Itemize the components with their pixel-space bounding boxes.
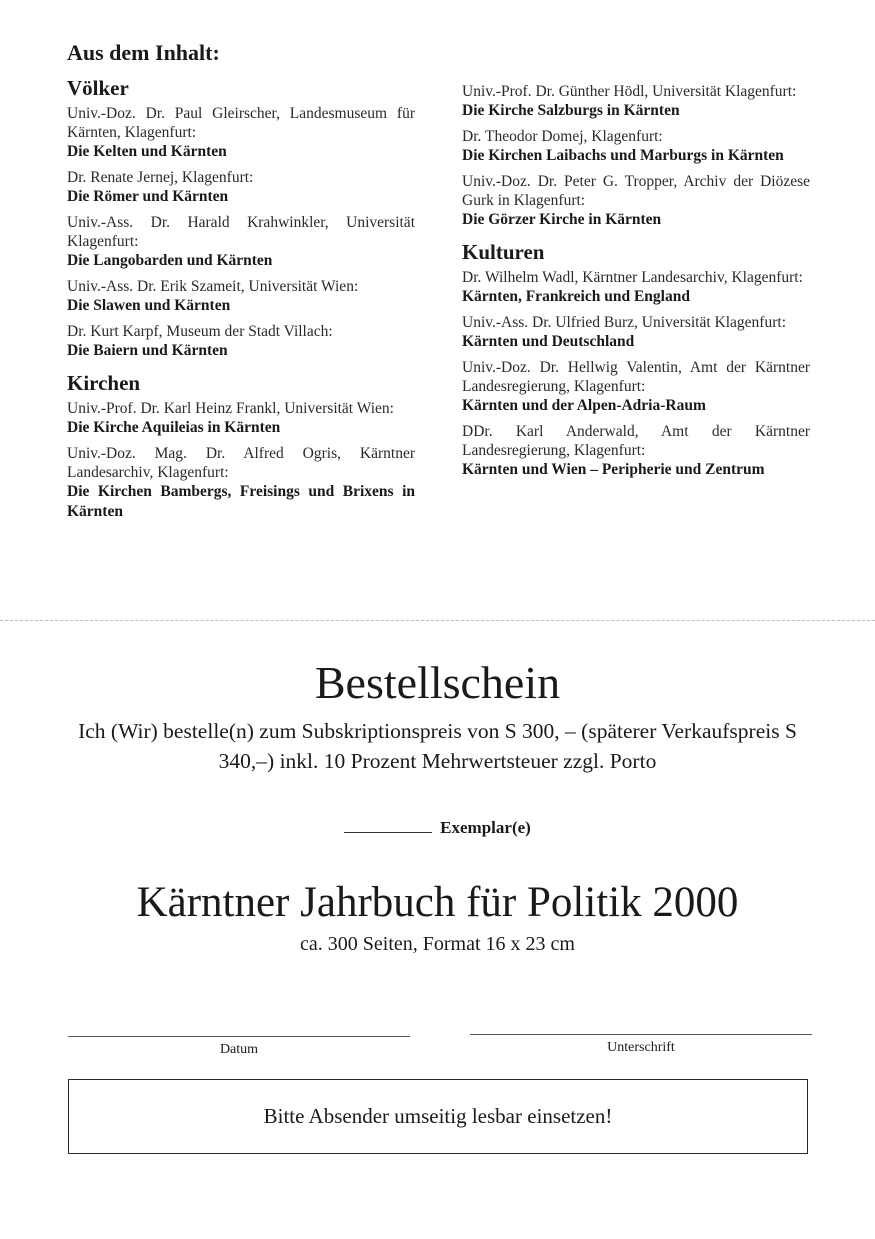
- contents-heading: Aus dem Inhalt:: [67, 40, 220, 65]
- entry-author: Univ.-Doz. Dr. Peter G. Tropper, Archiv der Diözese Gurk in Klagenfurt:: [462, 173, 810, 209]
- fold-line-divider: [0, 620, 875, 621]
- entry-author: Univ.-Ass. Dr. Erik Szameit, Universität Wien:: [67, 278, 359, 296]
- list-item: [67, 399, 415, 438]
- section-heading: Kirchen: [67, 371, 141, 396]
- entry-title: Kärnten, Frankreich und England: [462, 288, 690, 306]
- date-field[interactable]: [68, 1036, 410, 1058]
- entry-title: Die Langobarden und Kärnten: [67, 252, 273, 270]
- entry-author: Univ.-Prof. Dr. Karl Heinz Frankl, Universität Wien:: [67, 400, 394, 418]
- entry-author: Univ.-Ass. Dr. Harald Krahwinkler, Universität Klagenfurt:: [67, 214, 415, 251]
- copies-line: [0, 818, 875, 838]
- copies-label: Exemplar(e): [440, 818, 531, 837]
- section-heading: Völker: [67, 76, 129, 100]
- entry-title: Die Kirche Salzburgs in Kärnten: [462, 102, 680, 119]
- entry-author: Dr. Renate Jernej, Klagenfurt:: [67, 169, 254, 187]
- book-title: Kärntner Jahrbuch für Politik 2000: [136, 879, 739, 926]
- list-item: [462, 127, 810, 166]
- entry-author: Dr. Kurt Karpf, Museum der Stadt Villach:: [67, 323, 333, 341]
- list-item: [462, 172, 810, 230]
- list-item: [67, 444, 415, 522]
- date-label: Datum: [219, 1042, 259, 1057]
- list-item: [67, 213, 415, 271]
- section-kirchen: [67, 371, 415, 522]
- entry-author: Univ.-Prof. Dr. Günther Hödl, Universität Klagenfurt:: [462, 83, 797, 100]
- entry-author: Dr. Wilhelm Wadl, Kärntner Landesarchiv, Klagenfurt:: [462, 269, 803, 287]
- entry-author: Dr. Theodor Domej, Klagenfurt:: [462, 128, 663, 145]
- entry-title: Kärnten und Wien – Peripherie und Zentrum: [462, 461, 765, 479]
- entry-title: Kärnten und Deutschland: [462, 333, 635, 351]
- entry-title: Die Kirche Aquileias in Kärnten: [67, 419, 281, 437]
- entry-title: Die Kirchen Laibachs und Marburgs in Kärnten: [462, 147, 784, 164]
- order-statement: Ich (Wir) bestelle(n) zum Subskriptionspreis von S 300, – (späterer Verkaufspreis S 340,–) inkl. 10 Prozent Mehrwertsteuer zzgl. Porto: [78, 719, 797, 773]
- entry-author: Univ.-Doz. Dr. Hellwig Valentin, Amt der Kärntner Landesregierung, Klagenfurt:: [462, 359, 810, 396]
- entry-title: Die Görzer Kirche in Kärnten: [462, 211, 662, 228]
- contents-left-column: [67, 40, 415, 532]
- section-voelker: [67, 76, 415, 361]
- list-item: [67, 104, 415, 162]
- entry-title: Die Slawen und Kärnten: [67, 297, 231, 315]
- order-form-title: Bestellschein: [314, 657, 561, 708]
- entry-title: Die Kirchen Bambergs, Freisings und Brixens in Kärnten: [67, 483, 415, 521]
- signature-field[interactable]: [470, 1034, 812, 1056]
- copies-input-line[interactable]: [344, 832, 432, 833]
- signature-label: Unterschrift: [607, 1040, 675, 1055]
- book-details: ca. 300 Seiten, Format 16 x 23 cm: [300, 933, 575, 955]
- entry-title: Die Kelten und Kärnten: [67, 143, 227, 161]
- list-item: [67, 277, 415, 316]
- list-item: [462, 358, 810, 416]
- sender-note: Bitte Absender umseitig lesbar einsetzen!: [263, 1104, 613, 1128]
- entry-author: Univ.-Ass. Dr. Ulfried Burz, Universität Klagenfurt:: [462, 314, 786, 332]
- list-item: [462, 422, 810, 480]
- section-heading: Kulturen: [462, 240, 545, 264]
- list-item: [462, 313, 810, 352]
- list-item: [462, 268, 810, 307]
- section-kirchen-continued: [462, 82, 810, 230]
- contents-right-column: [462, 82, 810, 490]
- entry-title: Kärnten und der Alpen-Adria-Raum: [462, 397, 706, 415]
- section-kulturen: [462, 240, 810, 480]
- list-item: [67, 168, 415, 207]
- list-item: [462, 82, 810, 121]
- sender-note-box: [68, 1079, 808, 1154]
- entry-author: DDr. Karl Anderwald, Amt der Kärntner Landesregierung, Klagenfurt:: [462, 423, 810, 460]
- entry-title: Die Baiern und Kärnten: [67, 342, 228, 360]
- entry-author: Univ.-Doz. Dr. Paul Gleirscher, Landesmuseum für Kärnten, Klagenfurt:: [67, 105, 415, 142]
- list-item: [67, 322, 415, 361]
- entry-title: Die Römer und Kärnten: [67, 188, 229, 206]
- entry-author: Univ.-Doz. Mag. Dr. Alfred Ogris, Kärntner Landesarchiv, Klagenfurt:: [67, 445, 415, 482]
